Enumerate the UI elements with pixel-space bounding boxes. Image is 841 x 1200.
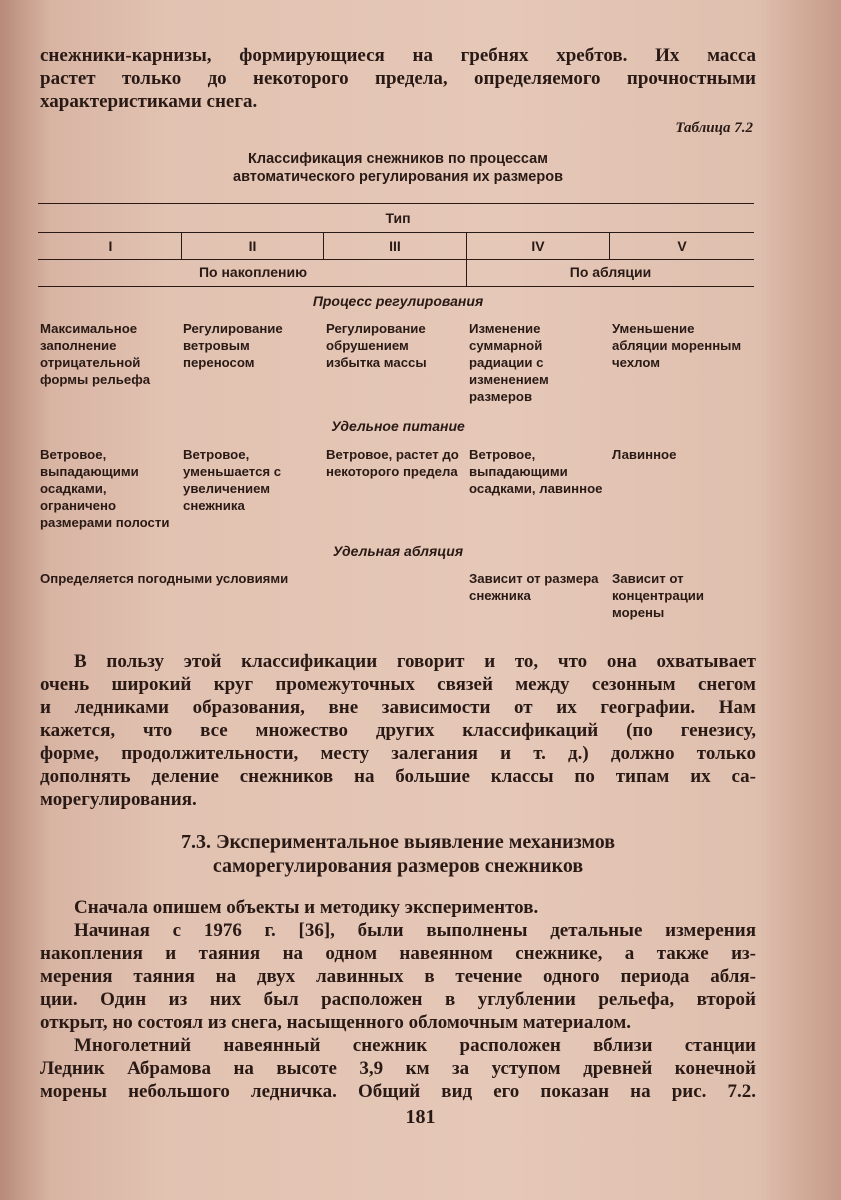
- paragraph-snowfield: Многолетний навеянный снежник расположен вблизи станции Ледник Абрамова на высоте 3,9 км за уступом древней конечной морены небольшого ледничка. Общий вид его показан на рис. 7.2.: [40, 1035, 756, 1102]
- col-header: I: [108, 238, 113, 254]
- table-number: Таблица 7.2: [675, 120, 753, 136]
- page-number: 181: [405, 1106, 436, 1128]
- section-heading: 7.3. Экспериментальное выявление механизмов саморегулирования размеров снежников: [180, 831, 616, 877]
- table-cell: Ветровое, уменьшается с увеличением снежника: [183, 447, 282, 513]
- table-rule: [38, 203, 754, 204]
- group-header: По накоплению: [198, 264, 308, 280]
- table-rule: [38, 259, 754, 260]
- table-cell: Зависит от размера снежника: [469, 571, 599, 603]
- table-cell: Регулирование ветровым переносом: [183, 321, 283, 370]
- table-cell: Лавинное: [612, 447, 677, 462]
- table-cell: Регулирование обрушением избытка массы: [326, 321, 427, 370]
- col-header: V: [677, 238, 687, 254]
- table-cell: Уменьшение абляции моренным чехлом: [612, 321, 742, 370]
- paragraph-classification: В пользу этой классификации говорит и то, что она охватывает очень широкий круг промежуточных связей между сезонным снегом и ледниками образования, вне зависимости от их географии. Нам кажется, что все множество других классификаций (по генезису, форме, продолжительности, месту залегания и т. д.) должно только дополнять деление снежников на большие классы по типам их са- морегулирования.: [40, 651, 756, 810]
- section-label: Процесс регулирования: [312, 293, 484, 309]
- table-cell: Зависит от концентрации морены: [612, 571, 705, 620]
- type-header: Тип: [385, 210, 411, 226]
- col-header: IV: [531, 238, 545, 254]
- table-title: Классификация снежников по процессам автоматического регулирования их размеров: [233, 151, 563, 185]
- table-cell: Изменение суммарной радиации с изменением размеров: [469, 321, 549, 404]
- table-cell: Максимальное заполнение отрицательной формы рельефа: [40, 321, 151, 387]
- paragraph-intro: снежники-карнизы, формирующиеся на гребнях хребтов. Их масса растет только до некоторого предела, определяемого прочностными характеристиками снега.: [40, 45, 756, 112]
- table-cell: Ветровое, растет до некоторого предела: [326, 447, 459, 479]
- table-rule: [38, 232, 754, 233]
- section-label: Удельная абляция: [332, 543, 464, 559]
- table-cell: Определяется погодными условиями: [40, 571, 289, 586]
- col-header: III: [389, 238, 401, 254]
- paragraph-objects: Сначала опишем объекты и методику экспериментов.: [74, 897, 539, 918]
- table-cell: Ветровое, выпадающими осадками, лавинное: [469, 447, 603, 496]
- col-header: II: [248, 238, 257, 254]
- section-label: Удельное питание: [331, 418, 465, 434]
- group-header: По абляции: [569, 264, 652, 280]
- table-rule: [38, 286, 754, 287]
- table-cell: Ветровое, выпадающими осадками, ограничено размерами полости: [40, 447, 170, 530]
- paragraph-measurements: Начиная с 1976 г. [36], были выполнены детальные измерения накопления и таяния на одном навеянном снежнике, а также из- мерения таяния на двух лавинных в течение одного периода абля- ции. Один из них был расположен в углублении рельефа, второй открыт, но состоял из снега, насыщенного обломочным материалом.: [40, 920, 756, 1033]
